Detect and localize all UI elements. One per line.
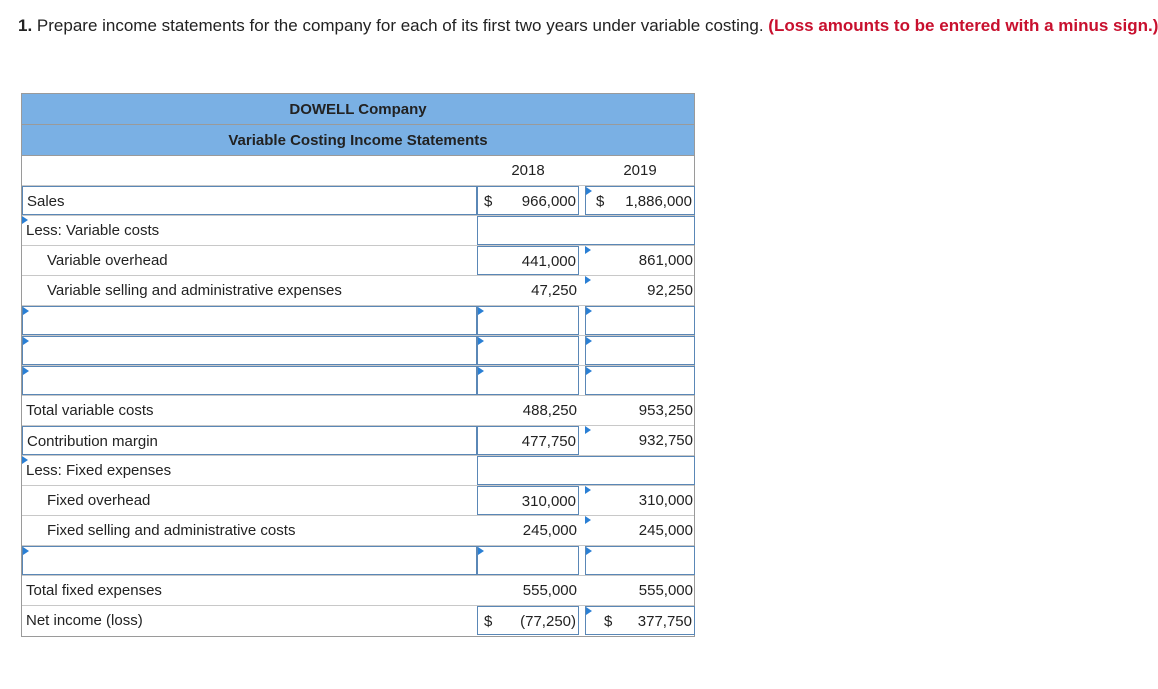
table-row [22, 366, 694, 396]
value-input-2018[interactable]: 245,000 [522, 522, 577, 539]
currency-symbol: $ [596, 193, 605, 210]
value-input-2019[interactable] [585, 306, 695, 335]
table-row [22, 396, 694, 426]
flag-icon [586, 187, 592, 195]
value-input-2018[interactable]: 441,000 [477, 246, 579, 275]
value-input-2018[interactable]: 310,000 [477, 486, 579, 515]
label-input[interactable]: Less: Fixed expenses [22, 456, 477, 485]
flag-icon [586, 367, 592, 375]
flag-icon [478, 307, 484, 315]
flag-icon [23, 307, 29, 315]
currency-symbol: $ [604, 613, 613, 630]
table-row [22, 246, 694, 276]
value-2018: 555,000 [522, 582, 577, 599]
blank-header-cell [22, 156, 477, 185]
question-note: (Loss amounts to be entered with a minus sign.) [768, 16, 1158, 35]
flag-icon [586, 337, 592, 345]
value-2019: 953,250 [638, 402, 693, 419]
row-label: Variable selling and administrative expenses [47, 282, 342, 299]
value-input-2018[interactable] [477, 336, 579, 365]
flag-icon [23, 337, 29, 345]
value-input-2019[interactable]: $ 1,886,000 [585, 186, 695, 215]
table-row [22, 486, 694, 516]
value-input-2018[interactable] [477, 366, 579, 395]
value-input-2018[interactable] [477, 546, 579, 575]
row-label: Total fixed expenses [26, 582, 162, 599]
table-row [22, 336, 694, 366]
value-input-2018[interactable]: $ 966,000 [477, 186, 579, 215]
flag-icon [585, 516, 591, 524]
value-input-2019[interactable]: 92,250 [585, 276, 695, 305]
label-input[interactable]: Less: Variable costs [22, 216, 477, 245]
value-input-2019[interactable]: 861,000 [585, 246, 695, 275]
flag-icon [586, 607, 592, 615]
row-label: Fixed selling and administrative costs [47, 522, 296, 539]
flag-icon [478, 367, 484, 375]
label-input[interactable] [22, 366, 477, 395]
year-2019: 2019 [623, 162, 657, 179]
table-row [22, 306, 694, 336]
label-input[interactable] [22, 546, 477, 575]
table-row [22, 186, 694, 216]
year-header-row [22, 156, 694, 186]
row-label: Variable overhead [47, 252, 168, 269]
label-input[interactable]: Sales [22, 186, 477, 215]
table-row [22, 546, 694, 576]
flag-icon [478, 547, 484, 555]
flag-icon [585, 426, 591, 434]
statement-title: Variable Costing Income Statements [22, 125, 694, 156]
currency-symbol: $ [484, 613, 493, 630]
company-name: DOWELL Company [22, 94, 694, 125]
flag-icon [23, 547, 29, 555]
value-input-2018[interactable]: 47,250 [531, 282, 577, 299]
blank-value-cell [477, 216, 695, 245]
row-label: Net income (loss) [26, 612, 143, 629]
table-row [22, 516, 694, 546]
value-input-2019[interactable]: 932,750 [585, 426, 695, 455]
blank-value-cell [477, 456, 695, 485]
year-2018: 2018 [511, 162, 545, 179]
table-row [22, 426, 694, 456]
question-body: Prepare income statements for the company for each of its first two years under variable costing. [36, 16, 764, 35]
table-row [22, 576, 694, 606]
table-row [22, 456, 694, 486]
value-input-2019[interactable] [585, 546, 695, 575]
flag-icon [585, 486, 591, 494]
value-input-2018[interactable]: $ (77,250) [477, 606, 579, 635]
label-input[interactable]: Contribution margin [22, 426, 477, 455]
value-2019: 555,000 [638, 582, 693, 599]
question-number: 1. [18, 16, 33, 35]
flag-icon [586, 307, 592, 315]
income-statement-table [21, 93, 695, 637]
value-input-2018[interactable] [477, 306, 579, 335]
value-input-2019[interactable]: 310,000 [585, 486, 695, 515]
question-text [18, 14, 1158, 37]
flag-icon [585, 276, 591, 284]
flag-icon [22, 456, 28, 464]
flag-icon [586, 547, 592, 555]
value-input-2018[interactable]: 477,750 [477, 426, 579, 455]
table-row [22, 276, 694, 306]
flag-icon [23, 367, 29, 375]
label-input[interactable] [22, 306, 477, 335]
flag-icon [478, 337, 484, 345]
value-input-2019[interactable] [585, 336, 695, 365]
row-label: Total variable costs [26, 402, 154, 419]
table-row [22, 606, 694, 636]
flag-icon [585, 246, 591, 254]
currency-symbol: $ [484, 193, 493, 210]
label-input[interactable] [22, 336, 477, 365]
value-input-2019[interactable]: 245,000 [585, 516, 695, 545]
value-2018: 488,250 [522, 402, 577, 419]
row-label: Fixed overhead [47, 492, 151, 509]
table-row [22, 216, 694, 246]
value-input-2019[interactable]: $ 377,750 [585, 606, 695, 635]
value-input-2019[interactable] [585, 366, 695, 395]
flag-icon [22, 216, 28, 224]
